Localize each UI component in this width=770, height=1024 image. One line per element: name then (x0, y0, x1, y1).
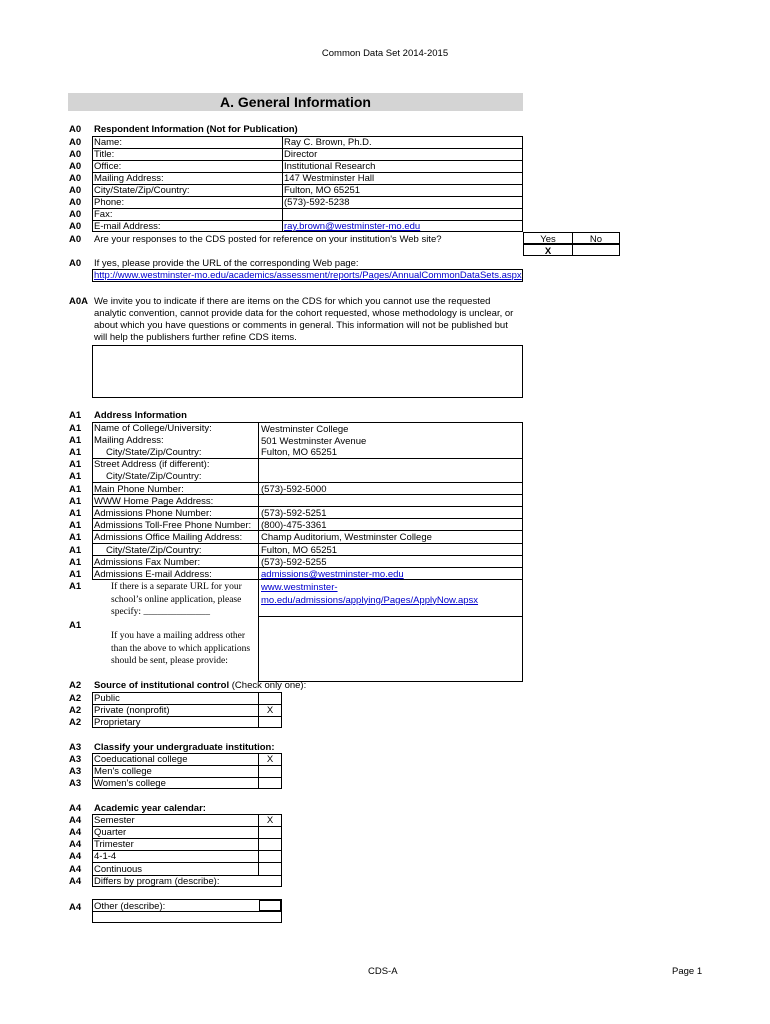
a3-code: A3 (69, 742, 82, 753)
a2-heading-text: Source of institutional control (94, 680, 230, 691)
a0-code: A0 (69, 221, 82, 232)
a2-code: A2 (69, 705, 82, 716)
separate-url-prompt (111, 581, 242, 619)
a1-code: A1 (69, 447, 82, 458)
option-checkbox[interactable]: X (266, 754, 274, 765)
a1-code: A1 (69, 435, 82, 446)
page-number: Page 1 (672, 966, 703, 977)
field-label: Mailing Address: (94, 173, 164, 184)
a4-code: A4 (69, 876, 82, 887)
field-value[interactable]: 501 Westminster Avenue (261, 436, 367, 447)
a0-code: A0 (69, 161, 82, 172)
option-label: Trimester (94, 839, 134, 850)
a1-code: A1 (69, 569, 82, 580)
option-label: Private (nonprofit) (94, 705, 170, 716)
yes-mark: X (544, 246, 552, 257)
apply-url-line[interactable]: www.westminster- (261, 582, 338, 593)
option-label: Men's college (94, 766, 152, 777)
field-label: City/State/Zip/Country: (106, 545, 202, 556)
a0-code: A0 (69, 209, 82, 220)
a0a-line: analytic convention, cannot provide data for the cohort requested, whose methodology is unclear, or (94, 308, 514, 319)
option-checkbox[interactable]: X (266, 815, 274, 826)
a1-code: A1 (69, 520, 82, 531)
field-value[interactable]: Institutional Research (284, 161, 376, 172)
field-label: Name: (94, 137, 122, 148)
a1-code: A1 (69, 545, 82, 556)
prompt-line: school’s online application, please (111, 594, 242, 605)
field-value[interactable]: Fulton, MO 65251 (261, 545, 338, 556)
email-link[interactable]: ray.brown@westminster-mo.edu (284, 221, 421, 232)
field-label: Admissions E-mail Address: (94, 569, 212, 580)
a1-code: A1 (69, 410, 82, 421)
field-label: Admissions Phone Number: (94, 508, 212, 519)
a4-code: A4 (69, 839, 82, 850)
a2-code: A2 (69, 680, 82, 691)
field-label: Main Phone Number: (94, 484, 184, 495)
no-label: No (589, 234, 603, 245)
comments-textarea[interactable] (92, 345, 523, 398)
a1-code: A1 (69, 581, 82, 592)
a0-code: A0 (69, 258, 82, 269)
a1-code: A1 (69, 484, 82, 495)
a0-code: A0 (69, 234, 82, 245)
field-label: Admissions Toll-Free Phone Number: (94, 520, 252, 531)
option-label: Public (94, 693, 120, 704)
field-label: Name of College/University: (94, 423, 212, 434)
other-mail-prompt (111, 630, 250, 668)
field-label: Street Address (if different): (94, 459, 210, 470)
a0a-line: about which you have questions or comments in general. This information will not be published but (94, 320, 508, 331)
a4-code: A4 (69, 902, 82, 913)
option-label: Women's college (94, 778, 166, 789)
field-value[interactable]: Champ Auditorium, Westminster College (261, 532, 432, 543)
field-value[interactable]: Fulton, MO 65251 (284, 185, 361, 196)
a0-code: A0 (69, 173, 82, 184)
apply-url-link[interactable] (261, 582, 478, 607)
page-header-title: Common Data Set 2014-2015 (321, 48, 449, 59)
a0a-text (94, 296, 524, 344)
a4-code: A4 (69, 851, 82, 862)
field-value[interactable]: Fulton, MO 65251 (261, 447, 338, 458)
option-label: 4-1-4 (94, 851, 117, 862)
a0-code: A0 (69, 124, 82, 135)
prompt-line: than the above to which applications (111, 643, 251, 654)
a1-code: A1 (69, 459, 82, 470)
a3-code: A3 (69, 754, 82, 765)
prompt-line: should be sent, please provide: (111, 656, 228, 666)
a3-code: A3 (69, 778, 82, 789)
field-value[interactable]: (573)-592-5255 (261, 557, 327, 568)
a0a-code: A0A (69, 296, 89, 307)
a4-heading: Academic year calendar: (94, 803, 206, 814)
option-label: Continuous (94, 864, 143, 875)
a3-code: A3 (69, 766, 82, 777)
prompt-line: specify: ______________ (111, 607, 210, 617)
option-label: Differs by program (describe): (94, 876, 220, 887)
field-value[interactable]: Ray C. Brown, Ph.D. (284, 137, 372, 148)
field-label: E-mail Address: (94, 221, 161, 232)
a0-heading: Respondent Information (Not for Publication) (94, 124, 298, 135)
field-label: City/State/Zip/Country: (106, 447, 202, 458)
field-label: City/State/Zip/Country: (94, 185, 190, 196)
a2-code: A2 (69, 693, 82, 704)
a0a-line: We invite you to indicate if there are items on the CDS for which you cannot use the requested (94, 296, 491, 307)
a1-heading: Address Information (94, 410, 187, 421)
url-question: If yes, please provide the URL of the corresponding Web page: (94, 258, 359, 269)
field-label: Mailing Address: (94, 435, 164, 446)
footer-section-label: CDS-A (368, 966, 398, 977)
a1-code: A1 (69, 423, 82, 434)
option-label: Quarter (94, 827, 127, 838)
field-label: Admissions Fax Number: (94, 557, 201, 568)
other-checkbox[interactable] (259, 900, 281, 911)
a4-code: A4 (69, 803, 82, 814)
a1-code: A1 (69, 557, 82, 568)
field-label: City/State/Zip/Country: (106, 471, 202, 482)
no-answer-cell[interactable] (572, 244, 620, 256)
a4-code: A4 (69, 864, 82, 875)
field-label: WWW Home Page Address: (94, 496, 214, 507)
other-describe-label: Other (describe): (94, 901, 166, 912)
field-value[interactable]: (800)-475-3361 (261, 520, 327, 531)
option-label: Coeducational college (94, 754, 188, 765)
field-label: Admissions Office Mailing Address: (94, 532, 243, 543)
a1-code: A1 (69, 471, 82, 482)
field-label: Office: (94, 161, 122, 172)
a1-code: A1 (69, 532, 82, 543)
a4-code: A4 (69, 815, 82, 826)
option-checkbox[interactable]: X (266, 705, 274, 716)
field-value[interactable]: (573)-592-5238 (284, 197, 350, 208)
a0-code: A0 (69, 197, 82, 208)
a2-code: A2 (69, 717, 82, 728)
a2-heading-note: (Check only one): (231, 680, 307, 691)
section-title: A. General Information (68, 93, 523, 111)
field-label: Phone: (94, 197, 125, 208)
yes-label: Yes (540, 234, 556, 245)
a0-code: A0 (69, 185, 82, 196)
field-label: Fax: (94, 209, 113, 220)
field-label: Title: (94, 149, 115, 160)
a4-code: A4 (69, 827, 82, 838)
prompt-line: If you have a mailing address other (111, 631, 246, 641)
prompt-line: If there is a separate URL for your (111, 582, 242, 592)
a1-code: A1 (69, 620, 82, 631)
option-label: Proprietary (94, 717, 141, 728)
a0a-line: will help the publishers further refine CDS items. (94, 332, 297, 343)
cds-url-link[interactable]: http://www.westminster-mo.edu/academics/assessment/reports/Pages/AnnualCommonDataSets.aspx (94, 270, 522, 281)
a0-code: A0 (69, 137, 82, 148)
field-value[interactable]: Westminster College (261, 424, 349, 435)
a1-code: A1 (69, 496, 82, 507)
a0-code: A0 (69, 149, 82, 160)
a2-heading (94, 680, 306, 691)
field-value[interactable]: (573)-592-5000 (261, 484, 327, 495)
apply-url-line[interactable]: mo.edu/admissions/applying/Pages/ApplyNow.apsx (261, 594, 479, 606)
field-value[interactable]: 147 Westminster Hall (284, 173, 375, 184)
field-value[interactable]: Director (284, 149, 318, 160)
option-label: Semester (94, 815, 135, 826)
field-value[interactable]: (573)-592-5251 (261, 508, 327, 519)
admissions-email-link[interactable]: admissions@westminster-mo.edu (261, 569, 404, 580)
a3-heading: Classify your undergraduate institution: (94, 742, 275, 753)
web-question: Are your responses to the CDS posted for reference on your institution's Web site? (94, 234, 442, 245)
a1-code: A1 (69, 508, 82, 519)
